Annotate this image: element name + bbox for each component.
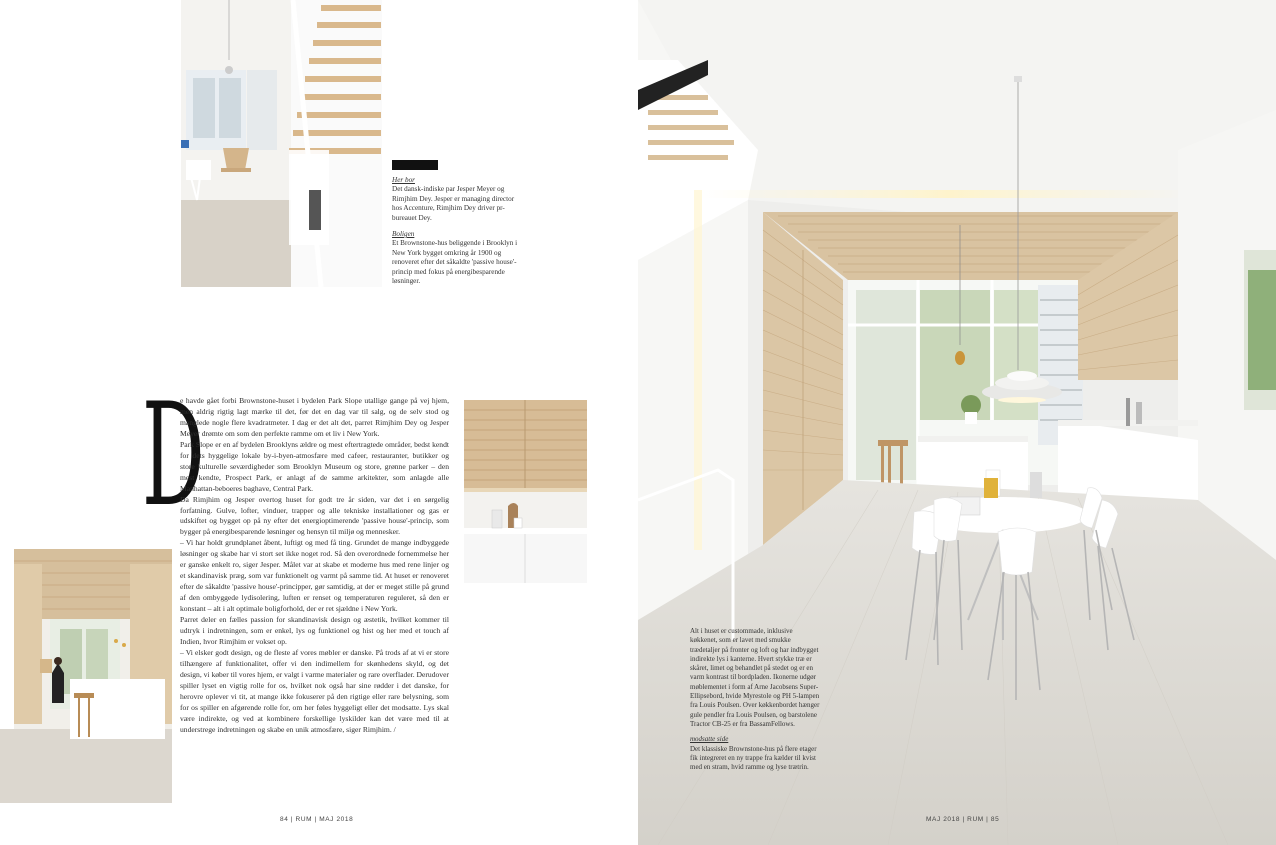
right-caption-text-2: Det klassiske Brownstone-hus på flere etager fik integreret en ny trappe fra kælder til kvist med en stram, hvid ramme og lyse trætrin. — [690, 744, 817, 772]
caption-text-her-bor: Det dansk-indiske par Jesper Meyer og Rimjhim Dey. Jesper er managing director hos Accenture, Rimjhim Dey driver pr-bureauet Dey. — [392, 185, 515, 222]
caption-label-her-bor: Her bor — [392, 176, 415, 184]
left-folio: 84 | RUM | MAJ 2018 — [280, 816, 354, 823]
right-caption-label: modsatte side — [690, 735, 729, 744]
top-caption — [392, 176, 520, 293]
right-folio: MAJ 2018 | RUM | 85 — [926, 816, 1000, 823]
right-caption — [690, 627, 820, 778]
article-paragraph: – Vi elsker godt design, og de fleste af vores møbler er danske. På trods af at vi er store tilhængere af funktionalitet, offer vi den indimellem for skønhedens skyld, og det design, vi køber til vores hjem, er valgt i varme materialer og rare overflader. Derudover spiller lyset en vigtig rolle for os, hvilket nok også har sine rødder i det danske, for herovre oplever vi tit, at mange ikke fokuserer på den rigtige eller rare belysning, som for os spiller en afgørende rolle for, om her føles hyggeligt eller det modsatte. Lys skal være indirekte, og ved at kombinere forskellige lyskilder kan det være med til at understrege indretningen og skabe en unik atmosfære, siger Rimjhim. / — [180, 647, 449, 734]
caption-bar — [392, 160, 438, 170]
article-paragraph: Park Slope er en af bydelen Brooklyns ældre og mest eftertragtede områder, bedst kendt for dets hyggelige lokale by-i-byen-atmosfære med cafeer, restauranter, butikker og store kulturelle seværdigheder som Brooklyn Museum og store, grønne parker – den mest kendte, Prospect Park, er anlagt af de samme arkitekter, som anlagde alle Manhattan-beboeres baghave, Central Park. — [180, 439, 449, 493]
drop-cap: D — [142, 373, 204, 538]
caption-text-boligen: Et Brownstone-hus beliggende i Brooklyn i New York bygget omkring år 1900 og renoveret efter det såkaldte 'passive house'-princip med fokus på energibesparende løsninger. — [392, 239, 518, 286]
staircase-photo — [181, 0, 382, 287]
article-paragraph: Da Rimjhim og Jesper overtog huset for godt tre år siden, var det i en sørgelig forfatning. Gulve, lofter, vinduer, trapper og alle tekniske installationer og gas er udskiftet og bygget op på ny efter det energioptimerende 'passive house'-princip, som bygger på energibesparende løsninger og hensyn til miljø og mennesker. — [180, 494, 449, 537]
article-paragraph: Parret deler en fælles passion for skandinavisk design og æstetik, hvilket kommer til udtryk i indretningen, som er enkel, lys og funktionel og hist og her med et touch af Indien, hvor Rimjhim er vokset op. — [180, 615, 449, 646]
kitchen-woman-photo — [0, 549, 172, 803]
caption-label-boligen: Boligen — [392, 230, 415, 239]
article-paragraph: – Vi har holdt grundplanet åbent, luftigt og med få ting. Grundet de mange indbyggede løsninger og skabe har vi stort set ikke noget rod. Så den overordnede fornemmelse her er ganske enkelt ro, siger Jesper. Målet var at skabe et moderne hus med rene linjer og et skandinavisk præg, som var funktionelt og varmt på samme tid. At huset er renoveret efter de såkaldte 'passive house'-principper, gør samtidig, at der er meget stille på grund af den ombyggede lydisolering, luften er renset og temperaturen reguleret, så den er konstant – alt i alt optimale boligforhold, der er ret sjældne i New York. — [180, 538, 449, 614]
kitchen-detail-photo — [464, 400, 587, 583]
article-body — [180, 396, 449, 736]
right-caption-text: Alt i huset er custommade, inklusive køkkenet, som er lavet med smukke trædetaljer på fronter og loft og har indbygget indirekte lys i kanterne. Hvert stykke træ er skåret, limet og behandlet på stedet og er en varm kontrast til bordpladen. Ikonerne udgør møblementet i form af Arne Jacobsens Super-Ellipsebord, hvide Myrestole og PH 5-lampen fra Louis Poulsen. Over køkkenbordet hænger gule pendler fra Louis Poulsen, og barstolene Tractor CB-25 er fra BassamFellows. — [690, 627, 820, 728]
article-paragraph: e havde gået forbi Brownstone-huset i bydelen Park Slope utallige gange på vej hjem, men aldrig rigtig lagt mærke til det, før det en dag var til salg, og de selv stod og manglede nogle flere kvadratmeter. I dag er det alt det, parret Rimjhim Dey og Jesper Meyer drømte om som den perfekte ramme om et liv i New York. — [180, 396, 449, 438]
